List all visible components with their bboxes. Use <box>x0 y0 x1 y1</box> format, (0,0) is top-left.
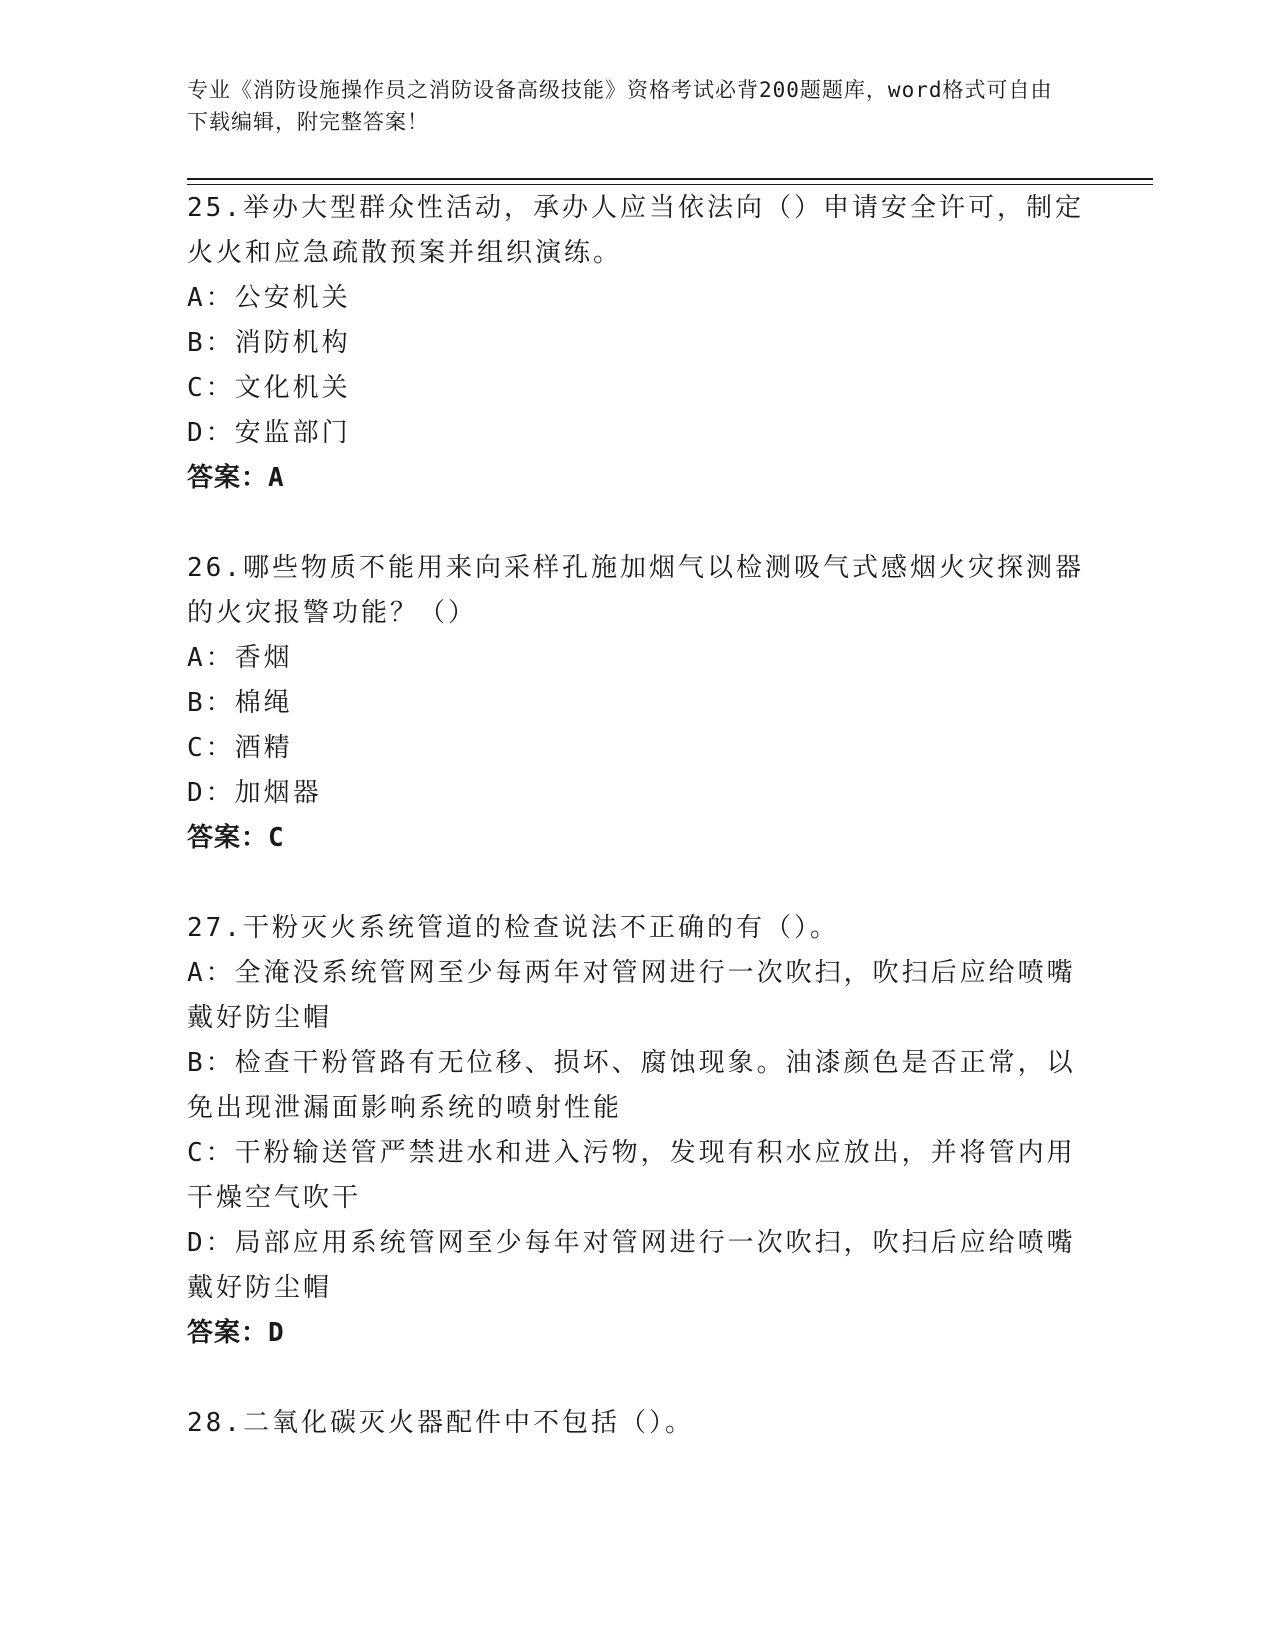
option-c: C：酒精 <box>187 733 293 763</box>
question-text: 27.干粉灭火系统管道的检查说法不正确的有（）。 <box>187 913 839 943</box>
option-d: D：加烟器 <box>187 778 322 808</box>
option-b: B：消防机构 <box>187 328 351 358</box>
question-text: 28.二氧化碳灭火器配件中不包括（）。 <box>187 1408 694 1438</box>
option-a: A：全淹没系统管网至少每两年对管网进行一次吹扫，吹扫后应给喷嘴戴好防尘帽 <box>187 958 1076 1033</box>
option-b: B：检查干粉管路有无位移、损坏、腐蚀现象。油漆颜色是否正常，以免出现泄漏面影响系统的喷射性能 <box>187 1048 1076 1123</box>
answer: 答案：A <box>187 463 285 493</box>
answer: 答案：C <box>187 823 285 853</box>
option-d: D：局部应用系统管网至少每年对管网进行一次吹扫，吹扫后应给喷嘴戴好防尘帽 <box>187 1228 1076 1303</box>
spacer <box>187 501 1087 546</box>
option-b: B：棉绳 <box>187 688 293 718</box>
spacer <box>187 861 1087 906</box>
answer: 答案：D <box>187 1318 285 1348</box>
question-list <box>187 186 1087 1446</box>
option-c: C：文化机关 <box>187 373 351 403</box>
option-a: A：公安机关 <box>187 283 351 313</box>
document-header: 专业《消防设施操作员之消防设备高级技能》资格考试必背200题题库，word格式可自由下载编辑，附完整答案！ <box>187 78 1053 134</box>
option-a: A：香烟 <box>187 643 293 673</box>
header-divider-thick <box>187 178 1153 180</box>
spacer <box>187 1356 1087 1401</box>
option-d: D：安监部门 <box>187 418 351 448</box>
question-text: 26.哪些物质不能用来向采样孔施加烟气以检测吸气式感烟火灾探测器的火灾报警功能？（） <box>187 553 1084 628</box>
header-divider-thin <box>187 184 1153 185</box>
option-c: C：干粉输送管严禁进水和进入污物，发现有积水应放出，并将管内用干燥空气吹干 <box>187 1138 1076 1213</box>
question-25 <box>187 186 1087 501</box>
question-28 <box>187 1401 1087 1446</box>
question-27 <box>187 906 1087 1356</box>
question-26 <box>187 546 1087 861</box>
question-text: 25.举办大型群众性活动，承办人应当依法向（）申请安全许可，制定火火和应急疏散预案并组织演练。 <box>187 193 1084 268</box>
